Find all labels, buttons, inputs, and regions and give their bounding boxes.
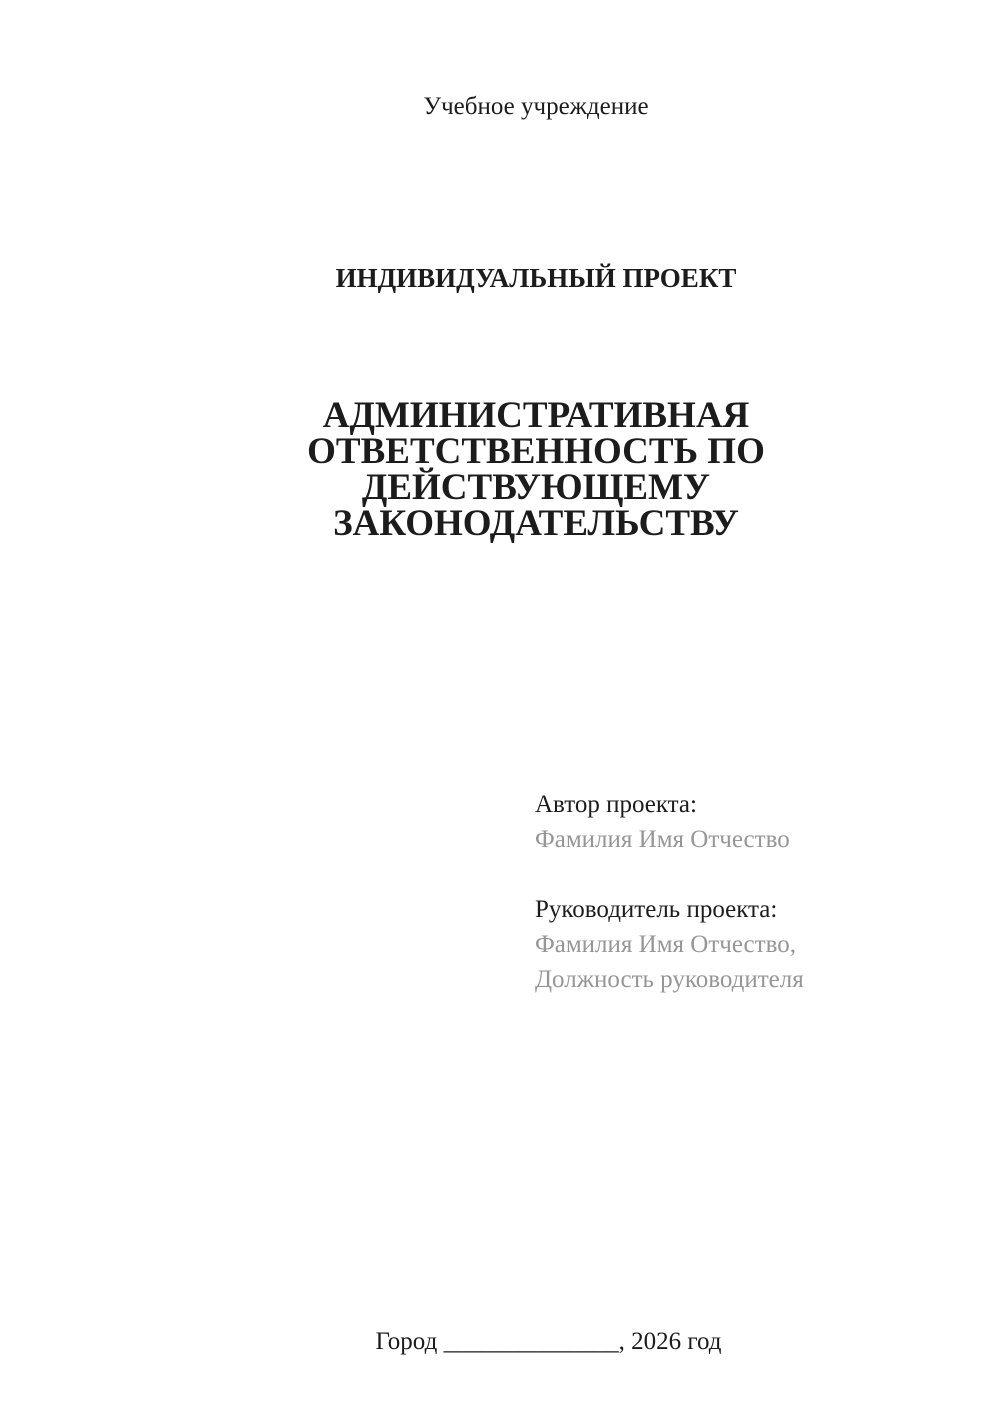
- city-blank-line: ______________: [443, 1328, 619, 1355]
- project-title: [143, 395, 929, 544]
- supervisor-position-placeholder: Должность руководителя: [535, 966, 804, 993]
- doc-type-heading: ИНДИВИДУАЛЬНЫЙ ПРОЕКТ: [335, 263, 737, 293]
- city-label: Город: [375, 1328, 444, 1355]
- institution-line: Учебное учреждение: [423, 93, 649, 120]
- credits-block: [535, 787, 804, 997]
- supervisor-label: Руководитель проекта:: [535, 896, 778, 923]
- city-year-line: [143, 1289, 929, 1394]
- year-text: , 2026 год: [618, 1328, 722, 1355]
- author-name-placeholder: Фамилия Имя Отчество: [535, 826, 790, 853]
- author-label: Автор проекта:: [535, 791, 697, 818]
- project-title-line-1: АДМИНИСТРАТИВНАЯ: [322, 395, 750, 436]
- project-title-line-4: ЗАКОНОДАТЕЛЬСТВУ: [333, 503, 739, 544]
- supervisor-name-placeholder: Фамилия Имя Отчество,: [535, 931, 796, 958]
- project-title-line-3: ДЕЙСТВУЮЩЕМУ: [361, 467, 711, 508]
- credits-gap: [535, 857, 804, 892]
- project-title-line-2: ОТВЕТСТВЕННОСТЬ ПО: [307, 431, 765, 472]
